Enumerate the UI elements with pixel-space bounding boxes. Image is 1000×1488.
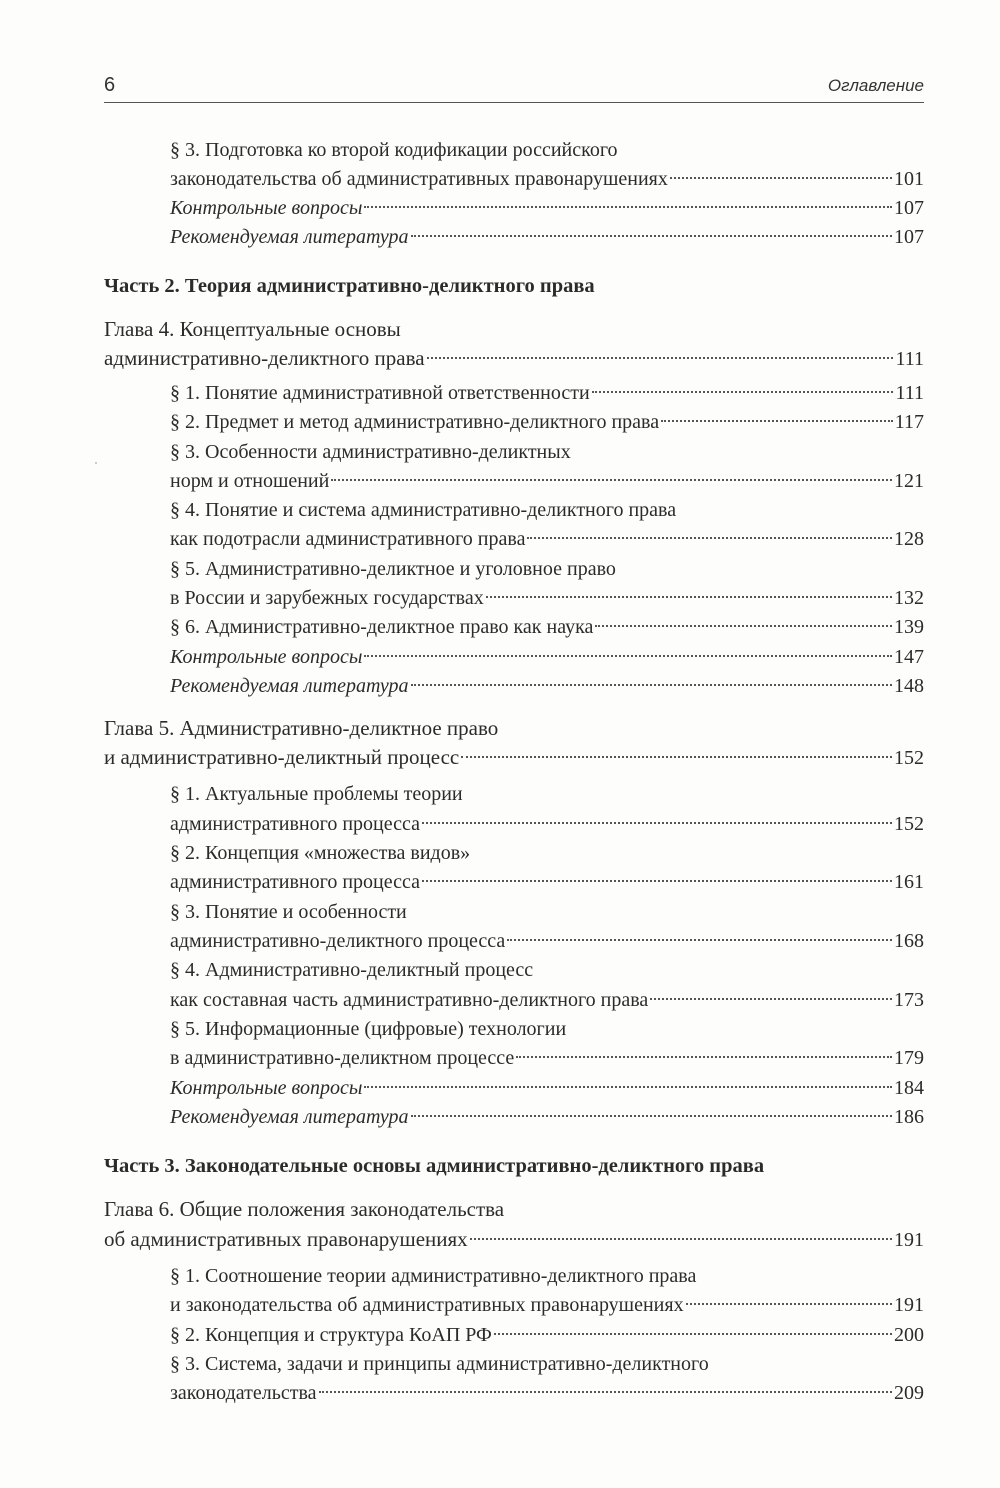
page-header	[104, 74, 924, 102]
toc-line: § 3. Особенности административно-деликтных	[170, 441, 571, 463]
part-heading[interactable]: Часть 2. Теория административно-деликтного права	[104, 275, 595, 297]
toc-page-number: 168	[894, 930, 924, 952]
toc-entry[interactable]	[170, 1379, 924, 1407]
toc-page-number: 111	[895, 348, 924, 370]
toc-line: § 4. Понятие и система административно-деликтного права	[170, 499, 677, 521]
toc-page-number: 101	[894, 168, 924, 190]
toc-page-number: 147	[894, 646, 924, 668]
toc-page-number: 121	[894, 470, 924, 492]
leader-dots	[486, 596, 892, 598]
part-heading[interactable]: Часть 3. Законодательные основы административно-деликтного права	[104, 1155, 765, 1177]
toc-page-number: 128	[894, 528, 924, 550]
leader-dots	[331, 479, 892, 481]
leader-dots	[595, 625, 892, 627]
toc-entry[interactable]	[170, 613, 924, 641]
leader-dots	[527, 537, 892, 539]
toc-entry-title: законодательства	[170, 1382, 317, 1404]
toc-entry-title: административного процесса	[170, 871, 420, 893]
toc-page-number: 191	[894, 1294, 924, 1316]
leader-dots	[661, 420, 893, 422]
toc-entry[interactable]	[170, 927, 924, 955]
leader-dots	[516, 1056, 892, 1058]
leader-dots	[411, 235, 892, 237]
chapter-heading: Глава 5. Административно-деликтное право	[104, 716, 499, 740]
toc-entry-title: как составная часть административно-деликтного права	[170, 989, 649, 1011]
toc-page-number: 107	[894, 226, 924, 248]
toc-entry-title: как подотрасли административного права	[170, 528, 526, 550]
toc-entry[interactable]	[170, 1074, 924, 1102]
toc-entry[interactable]	[170, 986, 924, 1014]
toc-entry[interactable]	[170, 672, 924, 700]
toc-line: § 2. Концепция «множества видов»	[170, 842, 471, 864]
leader-dots	[592, 391, 894, 393]
toc-line: § 4. Административно-деликтный процесс	[170, 959, 534, 981]
toc-entry-title: в России и зарубежных государствах	[170, 587, 484, 609]
toc-entry[interactable]	[170, 643, 924, 671]
toc-page-number: 117	[894, 411, 924, 433]
toc-page-number: 111	[895, 382, 924, 404]
toc-entry[interactable]	[104, 743, 924, 771]
toc-entry[interactable]	[170, 1321, 924, 1349]
leader-dots	[411, 684, 892, 686]
page-number: 6	[104, 74, 116, 96]
toc-page-number: 209	[894, 1382, 924, 1404]
toc-entry-title: Контрольные вопросы	[170, 197, 363, 219]
toc-page-number: 191	[894, 1229, 924, 1251]
running-title: Оглавление	[827, 76, 924, 95]
toc-entry[interactable]	[170, 810, 924, 838]
toc-page-number: 200	[894, 1324, 924, 1346]
toc-entry-title: Контрольные вопросы	[170, 646, 363, 668]
toc-entry[interactable]	[170, 584, 924, 612]
leader-dots	[507, 939, 892, 941]
leader-dots	[494, 1333, 892, 1335]
toc-entry[interactable]	[170, 223, 924, 251]
toc-entry-title: § 6. Административно-деликтное право как наука	[170, 616, 594, 638]
toc-entry-title: § 1. Понятие административной ответственности	[170, 382, 590, 404]
leader-dots	[461, 756, 892, 758]
toc-line: § 1. Соотношение теории административно-деликтного права	[170, 1265, 697, 1287]
toc-entry-title: Контрольные вопросы	[170, 1077, 363, 1099]
toc-entry-title: в административно-деликтном процессе	[170, 1047, 515, 1069]
toc-entry-title: норм и отношений	[170, 470, 330, 492]
leader-dots	[364, 1086, 892, 1088]
toc-entry[interactable]	[104, 344, 924, 372]
leader-dots	[422, 822, 892, 824]
leader-dots	[364, 206, 892, 208]
leader-dots	[422, 880, 892, 882]
leader-dots	[427, 357, 894, 359]
toc-entry[interactable]	[170, 194, 924, 222]
leader-dots	[650, 998, 892, 1000]
leader-dots	[670, 177, 892, 179]
toc-entry[interactable]	[170, 165, 924, 193]
toc-line: § 1. Актуальные проблемы теории	[170, 783, 463, 805]
leader-dots	[319, 1391, 892, 1393]
chapter-heading: Глава 6. Общие положения законодательства	[104, 1197, 505, 1221]
toc-entry-title: § 2. Концепция и структура КоАП РФ	[170, 1324, 492, 1346]
toc-entry-title: Рекомендуемая литература	[170, 1106, 409, 1128]
toc-entry[interactable]	[104, 1225, 924, 1253]
chapter-heading: Глава 4. Концептуальные основы	[104, 317, 401, 341]
leader-dots	[470, 1238, 892, 1240]
toc-page-number: 148	[894, 675, 924, 697]
toc-entry[interactable]	[170, 467, 924, 495]
toc-line: § 3. Понятие и особенности	[170, 901, 407, 923]
toc-entry-title: административного процесса	[170, 813, 420, 835]
toc-line: § 5. Информационные (цифровые) технологии	[170, 1018, 567, 1040]
toc-entry-title: административно-деликтного процесса	[170, 930, 506, 952]
toc-entry-title: и административно-деликтный процесс	[104, 745, 460, 769]
leader-dots	[411, 1115, 892, 1117]
toc-line: § 3. Система, задачи и принципы административно-деликтного	[170, 1353, 709, 1375]
toc-entry-title: и законодательства об административных правонарушениях	[170, 1294, 684, 1316]
toc-page-number: 186	[894, 1106, 924, 1128]
toc-entry[interactable]	[170, 525, 924, 553]
toc-entry-title: § 2. Предмет и метод административно-деликтного права	[170, 411, 660, 433]
toc-entry-title: Рекомендуемая литература	[170, 226, 409, 248]
toc-entry[interactable]	[170, 1103, 924, 1131]
toc-line: § 5. Административно-деликтное и уголовное право	[170, 558, 616, 580]
toc-page-number: 152	[894, 747, 924, 769]
toc-entry[interactable]	[170, 408, 924, 436]
toc-page-number: 139	[894, 616, 924, 638]
toc-entry[interactable]	[170, 1044, 924, 1072]
toc-page-number: 152	[894, 813, 924, 835]
paper-speck	[95, 462, 97, 464]
leader-dots	[686, 1303, 892, 1305]
toc-line: § 3. Подготовка ко второй кодификации российского	[170, 139, 618, 161]
toc-page-number: 179	[894, 1047, 924, 1069]
toc-entry[interactable]	[170, 868, 924, 896]
toc-entry[interactable]	[170, 1291, 924, 1319]
toc-page-number: 173	[894, 989, 924, 1011]
toc-page-number: 184	[894, 1077, 924, 1099]
leader-dots	[364, 655, 892, 657]
toc-page-number: 132	[894, 587, 924, 609]
toc-page-number: 107	[894, 197, 924, 219]
toc-entry-title: законодательства об административных правонарушениях	[170, 168, 668, 190]
toc-entry[interactable]	[170, 379, 924, 407]
toc-entry-title: административно-деликтного права	[104, 346, 425, 370]
toc-entry-title: Рекомендуемая литература	[170, 675, 409, 697]
toc-entry-title: об административных правонарушениях	[104, 1227, 468, 1251]
toc-page-number: 161	[894, 871, 924, 893]
header-rule	[104, 102, 924, 103]
